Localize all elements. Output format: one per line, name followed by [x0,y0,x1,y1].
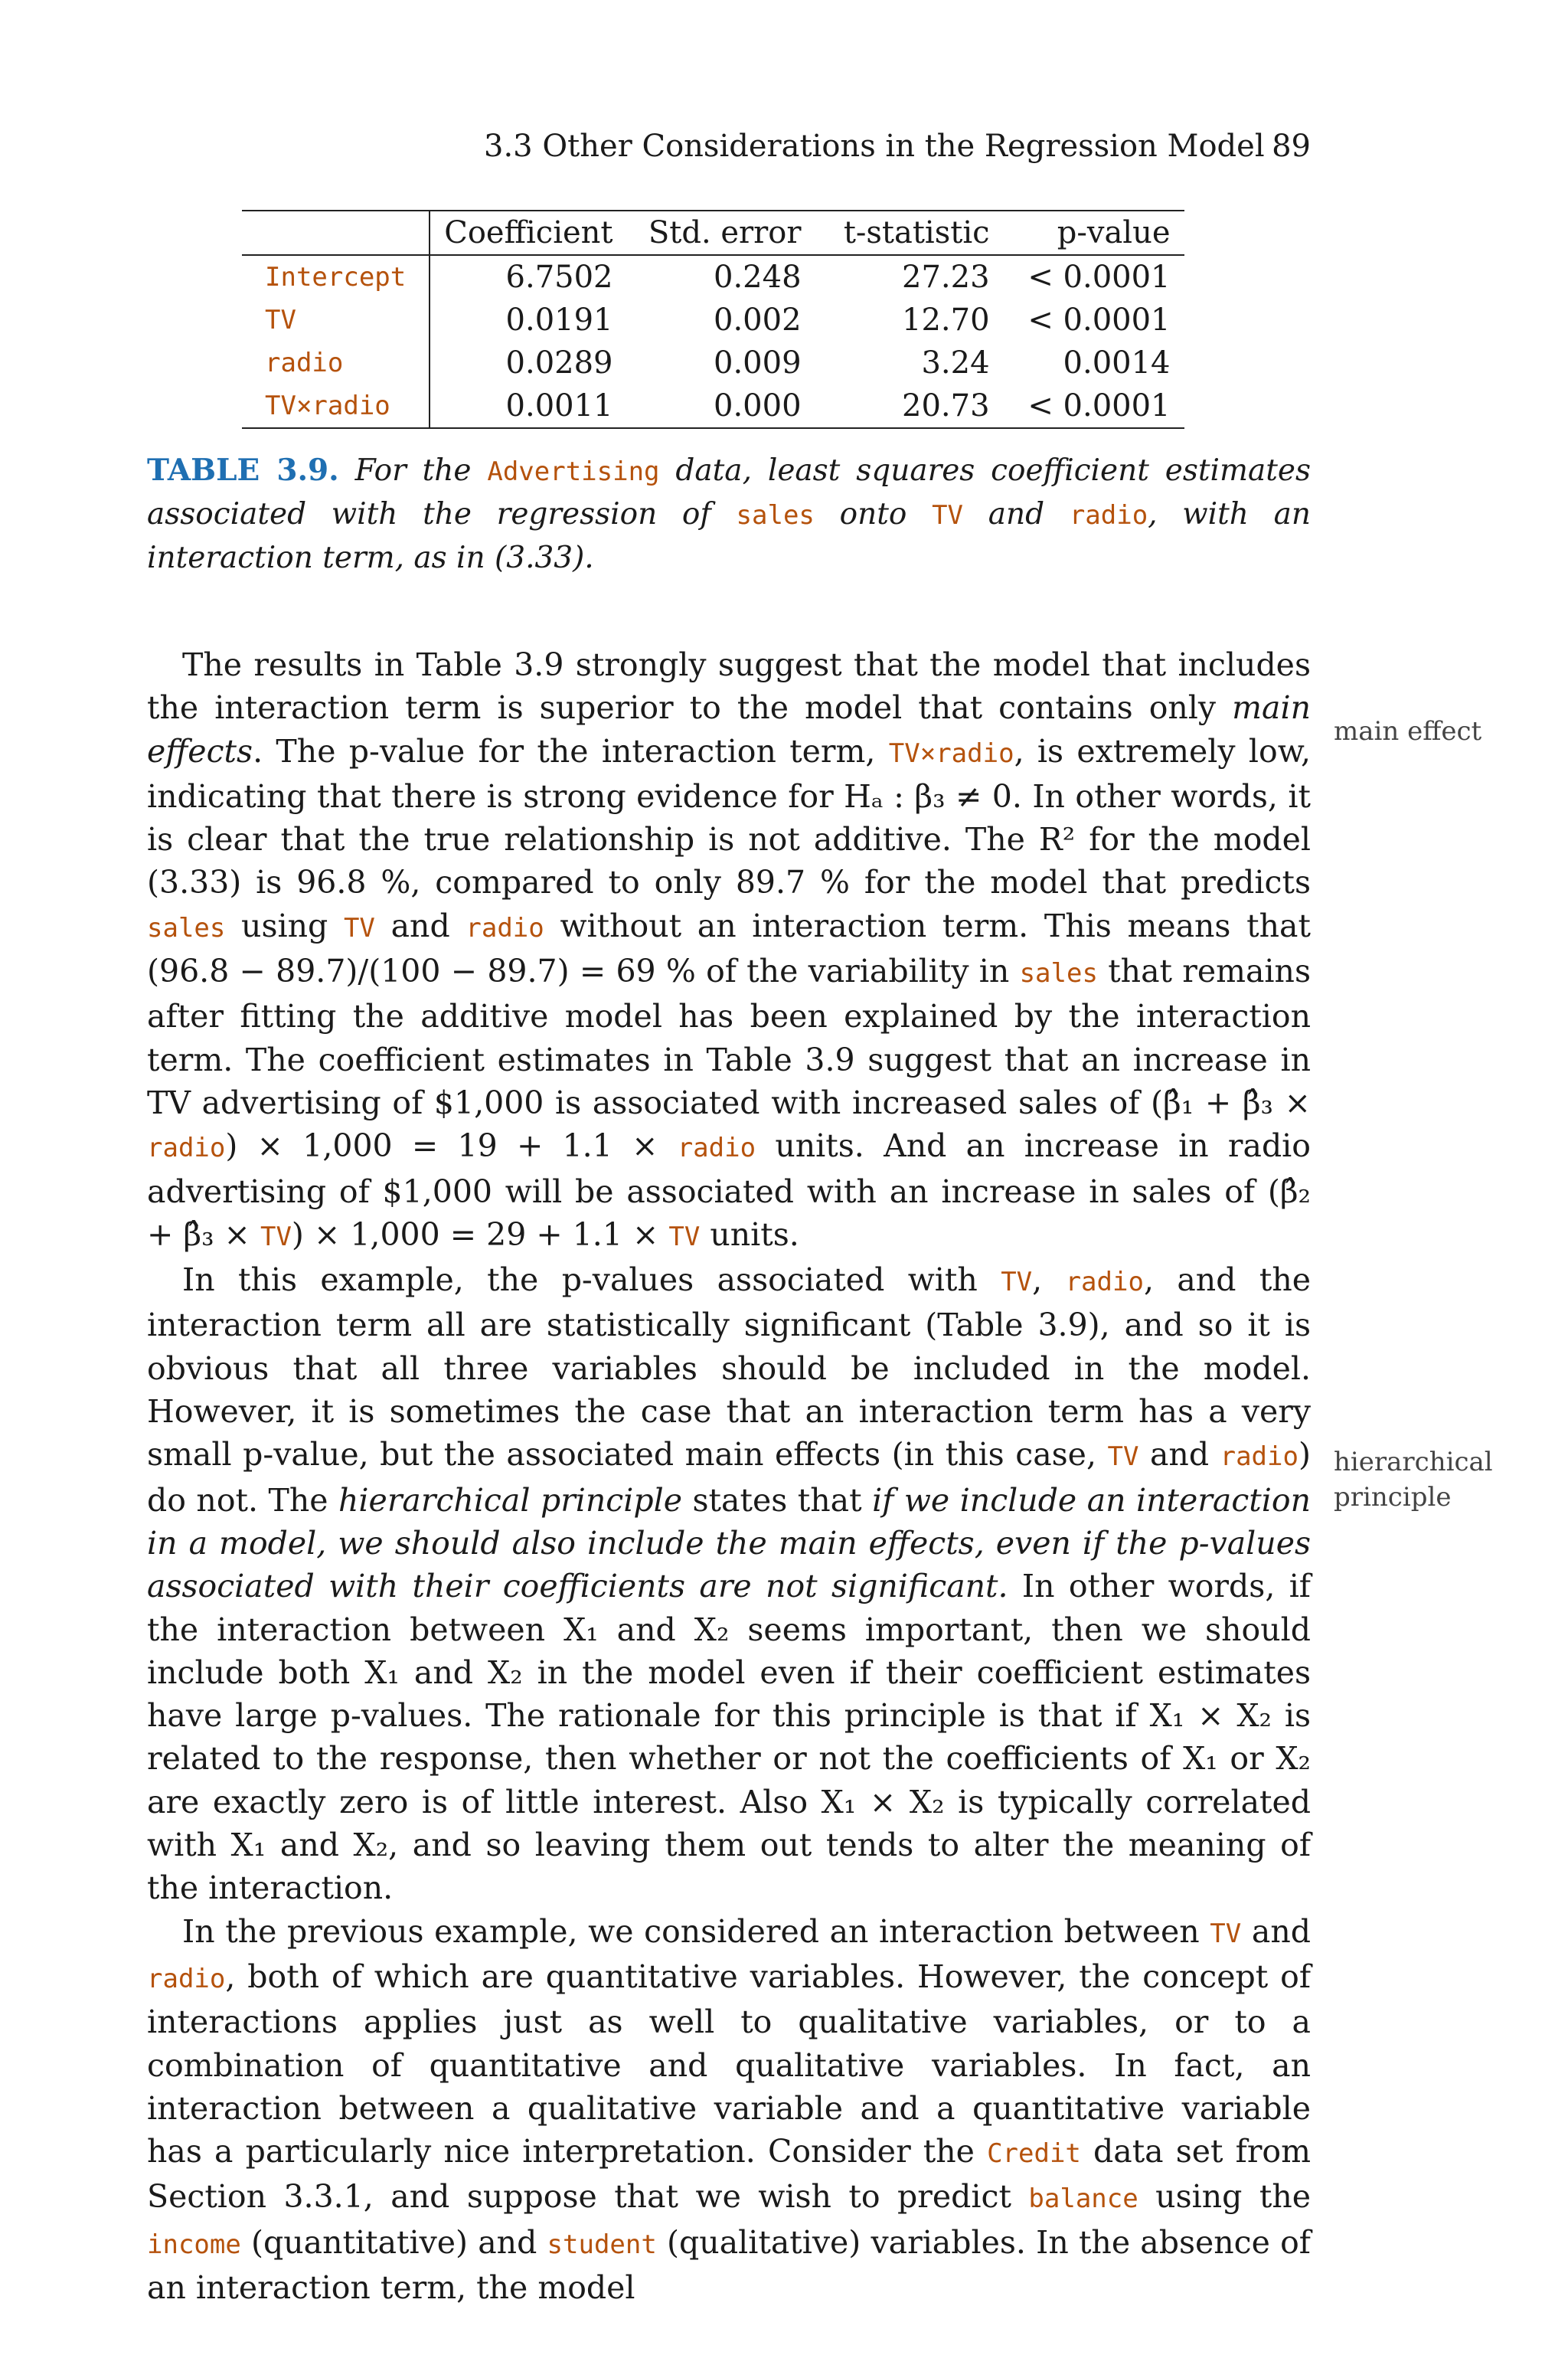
column-header: p-value [1057,215,1171,250]
text-run: using the [1155,2178,1311,2216]
text-run: In the previous example, we considered an interaction between [182,1912,1200,1950]
code-term: student [547,2229,657,2260]
text-run: states that [692,1481,862,1519]
text-run: and [1251,1912,1311,1950]
table-corner-cell [242,211,430,255]
emphasis-term: main effects [147,689,1311,770]
caption-text: For the [354,453,472,488]
code-term: radio [1065,1267,1144,1298]
code-term: income [147,2229,241,2260]
emphasis-term: if we include an interaction in a model, we should also include the main effects, even if the p-values associated with their coefficients are not significant. [147,1481,1311,1605]
code-term: TV [260,1221,292,1252]
text-run: , both of which are quantitative variables. However, the concept of interactions applies just as well to qualitative variables, or to a combination of quantitative and qualitative variables. In fact, an interaction between a qualitative variable and a quantitative variable has a particularly nice interpretation. Consider the [147,1958,1311,2170]
code-term: radio [1220,1441,1298,1473]
paragraph [147,643,1311,1258]
code-term: TV [668,1221,701,1252]
std-error-cell: 0.000 [714,388,802,424]
paragraph [147,1258,1311,1909]
text-run: using [241,907,328,944]
text-run: data set from Section 3.3.1, and suppose that we wish to predict [147,2133,1311,2216]
caption-text: data, least squares coefficient estimates associated with the regression of [147,453,1312,532]
text-run: (qualitative) variables. In the absence of an interaction term, the model [147,2223,1311,2306]
t-statistic-cell: 12.70 [902,303,990,338]
text-run: In other words, if the interaction between X₁ and X₂ seems important, then we should include both X₁ and X₂ in the model even if their coefficient estimates have large p-values. The rationale for this principle is that if X₁ × X₂ is related to the response, then whether or not the coefficients of X₁ or X₂ are exactly zero is of little interest. Also X₁ × X₂ is typically correlated with X₁ and X₂, and so leaving them out tends to alter the meaning of the interaction. [147,1568,1311,1907]
row-label: TV [242,299,430,342]
text-run: and [1149,1436,1210,1474]
text-run: , and the interaction term all are statistically significant (Table 3.9), and so it is obvious that all three variables should be included in the model. However, it is sometimes the case that an interaction term has a very small p-value, but the associated main effects (in this case, [147,1261,1311,1474]
text-run: without an interaction term. This means that (96.8 − 89.7)/(100 − 89.7) = 69 % of the variability in [147,907,1311,990]
margin-note-main-effect: main effect [1334,716,1482,747]
code-term: sales [1019,958,1098,989]
column-header: t-statistic [843,215,990,250]
code-term: TV [932,500,964,531]
text-run: that remains after fitting the additive model has been explained by the interaction term. The coefficient estimates in Table 3.9 suggest that an increase in TV advertising of $1,000 is associated with increased sales of (β̂₁ + β̂₃ × [147,953,1311,1121]
code-term: radio [147,1963,226,1994]
margin-note-hierarchical [1334,1444,1493,1515]
caption-label: TABLE 3.9. [147,453,339,488]
column-header: Std. error [648,215,802,250]
code-term: Advertising [487,456,660,487]
column-header: Coefficient [444,215,613,250]
text-run: units. [710,1215,799,1253]
coefficient-cell: 0.0289 [505,345,613,381]
std-error-cell: 0.002 [714,303,802,338]
text-run: The results in Table 3.9 strongly suggest that the model that includes the interaction term is superior to the model that contains only [147,646,1311,727]
text-run: , [1032,1261,1043,1299]
row-label: radio [242,342,430,384]
code-term: radio [1069,500,1148,531]
table-row [242,384,1184,428]
p-value-cell: < 0.0001 [1027,260,1171,295]
coefficient-table [242,210,1184,429]
std-error-cell: 0.009 [714,345,802,381]
code-term: TV [1001,1267,1033,1298]
code-term: radio [147,1133,226,1164]
text-run: . The p-value for the interaction term, [253,732,876,770]
code-term: sales [147,912,226,944]
code-term: radio [466,912,544,944]
code-term: TV [1210,1918,1242,1949]
coefficient-cell: 6.7502 [505,260,613,295]
running-title: 3.3 Other Considerations in the Regression Model [484,129,1265,164]
code-term: balance [1028,2183,1138,2215]
text-run: ) do not. The [147,1436,1311,1519]
coefficient-cell: 0.0011 [505,388,613,424]
code-term: TV [343,912,375,944]
coefficient-cell: 0.0191 [505,303,613,338]
margin-note-line: hierarchical [1334,1447,1493,1477]
table-header-row [242,211,1184,255]
row-label: TV×radio [242,384,430,428]
p-value-cell: < 0.0001 [1027,388,1171,424]
table-row [242,299,1184,342]
margin-note-line: principle [1334,1482,1452,1513]
code-term: sales [736,500,815,531]
caption-text: and [988,497,1045,532]
text-run: In this example, the p-values associated with [182,1261,978,1299]
emphasis-term: hierarchical principle [338,1481,683,1519]
code-term: TV [1107,1441,1139,1473]
t-statistic-cell: 3.24 [921,345,990,381]
code-term: TV×radio [888,738,1014,769]
paragraph [147,1910,1311,2310]
t-statistic-cell: 27.23 [902,260,990,295]
table-caption [147,449,1311,580]
std-error-cell: 0.248 [714,260,802,295]
text-run: ) × 1,000 = 29 + 1.1 × [291,1215,659,1253]
text-run: (quantitative) and [251,2223,537,2261]
page-number: 89 [1272,129,1311,164]
table-row [242,255,1184,299]
text-run: ) × 1,000 = 19 + 1.1 × [225,1127,658,1165]
table-row [242,342,1184,384]
caption-text: onto [839,497,907,532]
t-statistic-cell: 20.73 [902,388,990,424]
code-term: Credit [987,2138,1081,2170]
p-value-cell: < 0.0001 [1027,303,1171,338]
p-value-cell: 0.0014 [1063,345,1171,381]
body-text [147,643,1311,2309]
code-term: radio [677,1133,756,1164]
text-run: and [390,907,450,944]
text-run: units. And an increase in radio advertising of $1,000 will be associated with an increase in sales of (β̂₂ + β̂₃ × [147,1127,1311,1253]
row-label: Intercept [242,255,430,299]
caption-text: , with an interaction term, as in (3.33). [147,497,1311,575]
text-run: , is extremely low, indicating that there is strong evidence for Hₐ : β₃ ≠ 0. In other words, it is clear that the true relationship is not additive. The R² for the model (3.33) is 96.8 %, compared to only 89.7 % for the model that predicts [147,732,1311,901]
